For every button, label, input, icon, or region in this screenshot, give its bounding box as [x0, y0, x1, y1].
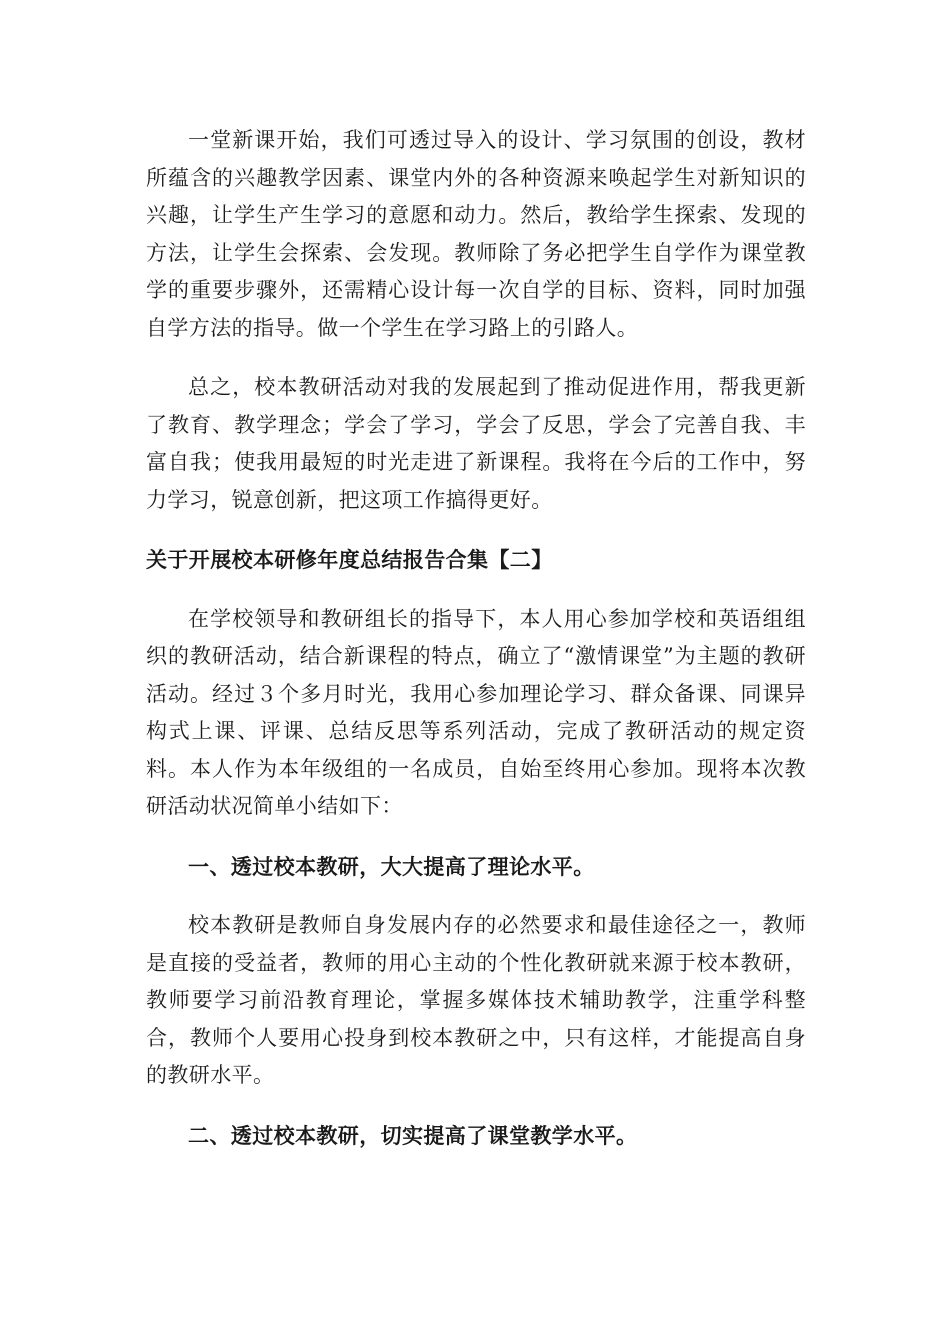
paragraph-summary: 总之，校本教研活动对我的发展起到了推动促进作用，帮我更新了教育、教学理念；学会了学习，学会了反思，学会了完善自我、丰富自我；使我用最短的时光走进了新课程。我将在今后的工作中，努力学习，锐意创新，把这项工作搞得更好。: [146, 375, 806, 512]
subheading-teaching: 二、透过校本教研，切实提高了课堂教学水平。: [188, 1122, 638, 1148]
document-body: [146, 122, 806, 1176]
paragraph-theory: 校本教研是教师自身发展内存的必然要求和最佳途径之一，教师是直接的受益者，教师的用心主动的个性化教研就来源于校本教研，教师要学习前沿教育理论，掌握多媒体技术辅助教学，注重学科整合，教师个人要用心投身到校本教研之中，只有这样，才能提高自身的教研水平。: [146, 913, 806, 1087]
subheading-theory: 一、透过校本教研，大大提高了理论水平。: [188, 853, 595, 879]
paragraph-intro: 在学校领导和教研组长的指导下，本人用心参加学校和英语组组织的教研活动，结合新课程的特点，确立了“激情课堂”为主题的教研活动。经过３个多月时光，我用心参加理论学习、群众备课、同课异构式上课、评课、总结反思等系列活动，完成了教研活动的规定资料。本人作为本年级组的一名成员，自始至终用心参加。现将本次教研活动状况简单小结如下：: [146, 606, 806, 818]
paragraph-new-lesson: 一堂新课开始，我们可透过导入的设计、学习氛围的创设，教材所蕴含的兴趣教学因素、课堂内外的各种资源来唤起学生对新知识的兴趣，让学生产生学习的意愿和动力。然后，教给学生探索、发现的方法，让学生会探索、会发现。教师除了务必把学生自学作为课堂教学的重要步骤外，还需精心设计每一次自学的目标、资料，同时加强自学方法的指导。做一个学生在学习路上的引路人。: [146, 128, 806, 340]
section-title: 关于开展校本研修年度总结报告合集【二】: [146, 547, 553, 572]
